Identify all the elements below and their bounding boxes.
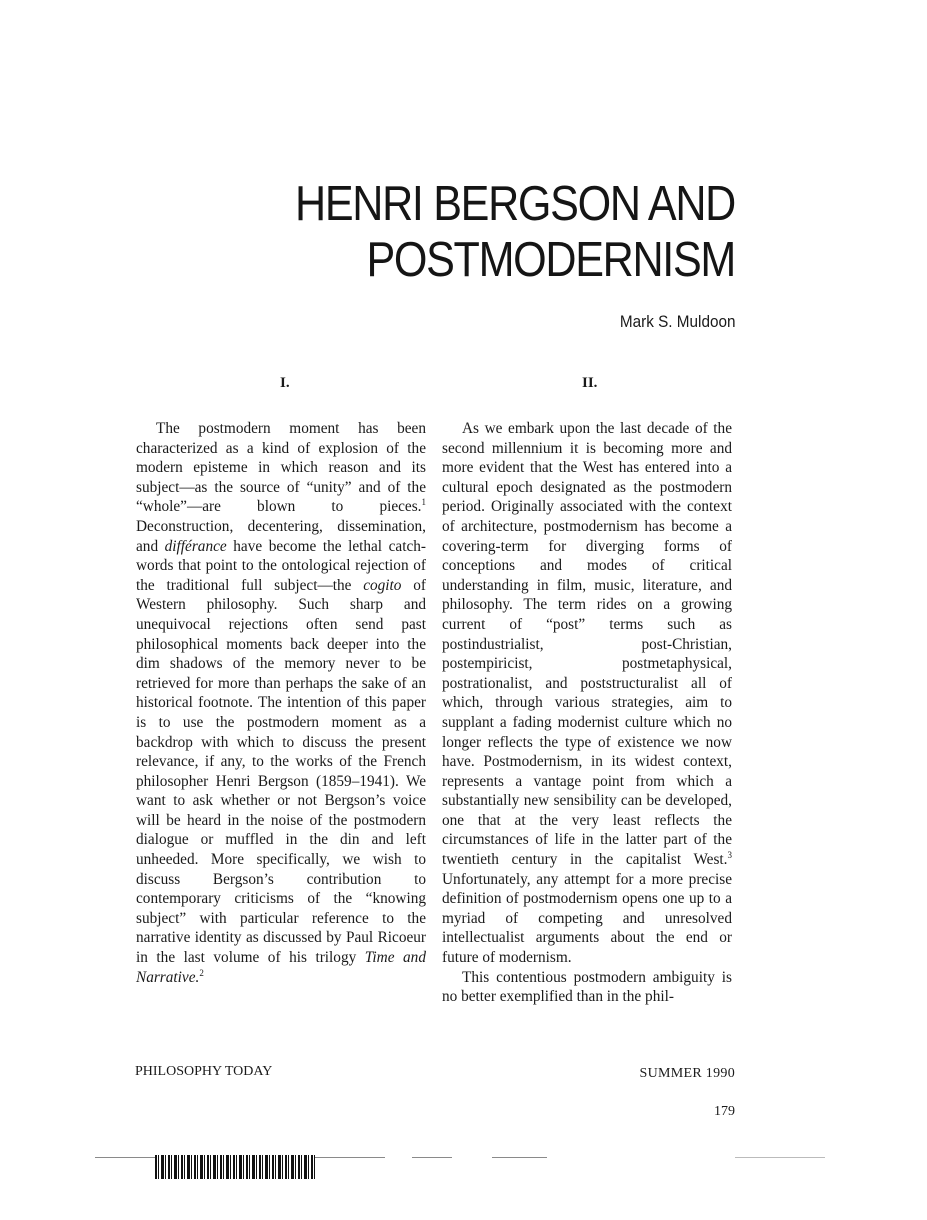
italic-term: cogito bbox=[363, 576, 402, 594]
footnote-marker: 3 bbox=[727, 849, 732, 860]
text-run: Deconstruction, decentering, dissemination, and bbox=[136, 517, 426, 555]
scan-artifact-line bbox=[492, 1157, 547, 1158]
scan-artifact-line bbox=[735, 1157, 825, 1158]
italic-term: différance bbox=[164, 537, 227, 555]
text-run: have become the lethal catch-words that point to the ontological rejection of the traditional full subject—the bbox=[136, 537, 426, 594]
title-line-1: HENRI BERGSON AND bbox=[295, 177, 735, 231]
section-heading-1: I. bbox=[280, 375, 290, 391]
text-run: of Western philosophy. Such sharp and unequivocal rejections often send past philosophical moments back deeper into the dim shadows of the memory never to be retrieved for more than perhaps the sake of an historical footnote. The intention of this paper is to use the postmodern moment as a backdrop with which to discuss the present relevance, if any, to the works of the French philosopher Henri Bergson (1859–1941). We want to ask whether or not Bergson’s voice will be heard in the noise of the postmodern dialogue or muffled in the din and left unheeded. More specifically, we wish to discuss Bergson’s contribution to contemporary criticisms of the “knowing subject” with particular reference to the narrative identity as discussed by Paul Ricoeur in the last volume of his trilogy bbox=[136, 576, 426, 967]
author-name: Mark S. Muldoon bbox=[619, 312, 735, 331]
paragraph bbox=[442, 419, 732, 968]
footnote-marker: 1 bbox=[421, 497, 426, 508]
text-run: Unfortunately, any attempt for a more precise definition of postmodernism opens one up to a myriad of competing and unresolved intellectualist arguments about the end or future of modernism. bbox=[442, 870, 732, 967]
book-title: Time and Narrative. bbox=[136, 949, 426, 986]
right-column bbox=[442, 419, 732, 1007]
title-line-2: POSTMODERNISM bbox=[366, 233, 735, 287]
text-run: As we embark upon the last decade of the second millennium it is becoming more and more evident that the West has entered into a cultural epoch designated as the postmodern period. Originally associated with the context of architecture, postmodernism has become a covering-term for diverging forms of conceptions and modes of critical understanding in film, music, literature, and philosophy. The term rides on a growing current of “post” terms such as postindustrialist, post-Christian, postempiricist, postmetaphysical, postrationalist, and poststructuralist all of which, through various strategies, aim to supplant a fading modernist culture which no longer reflects the type of existence we now have. Postmodernism, in its widest context, represents a vantage point from which a substantially new sensibility can be developed, one that at the very least reflects the circumstances of life in the latter part of the twentieth century in the capitalist West. bbox=[442, 420, 732, 869]
paragraph bbox=[136, 419, 426, 987]
left-column bbox=[136, 419, 426, 987]
text-run: The postmodern moment has been characterized as a kind of explosion of the modern episteme in which reason and its subject—as the source of “unity” and of the “whole”—are blown to pieces. bbox=[136, 420, 426, 516]
scan-artifact-line bbox=[412, 1157, 452, 1158]
article-title bbox=[264, 176, 735, 288]
paragraph: This contentious postmodern ambiguity is no better exemplified than in the phil- bbox=[442, 968, 732, 1006]
barcode bbox=[155, 1155, 315, 1179]
page-number: 179 bbox=[714, 1104, 735, 1119]
section-heading-2: II. bbox=[582, 375, 598, 391]
issue-date: SUMMER 1990 bbox=[639, 1066, 735, 1081]
journal-name: PHILOSOPHY TODAY bbox=[135, 1064, 273, 1079]
footnote-marker: 2 bbox=[199, 967, 204, 978]
